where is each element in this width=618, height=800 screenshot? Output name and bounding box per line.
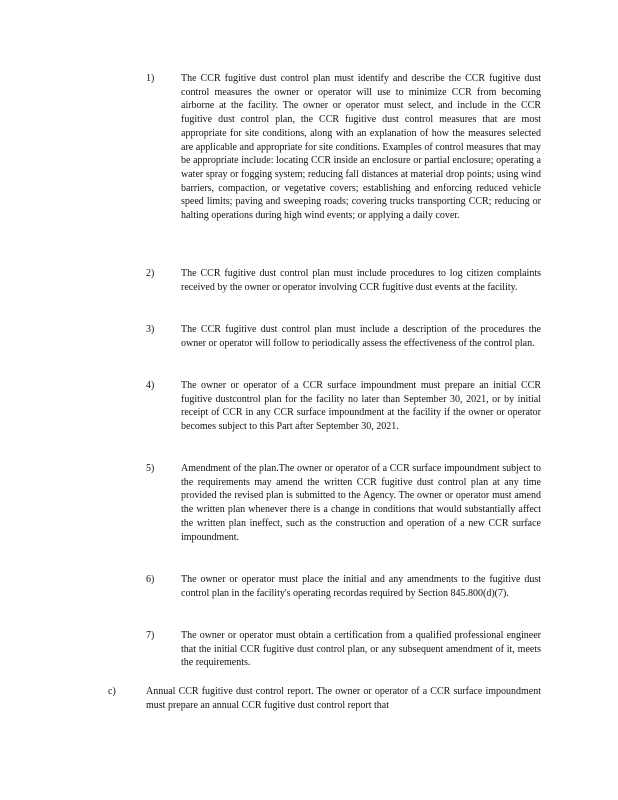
item-number: 7) [146, 630, 155, 641]
section-c-number: c) [108, 686, 116, 697]
item-text: The CCR fugitive dust control plan must include a description of the procedures the owner or operator will follow to periodically assess the effectiveness of the control plan. [181, 324, 541, 349]
item-number: 4) [146, 380, 155, 391]
item-number: 2) [146, 268, 155, 279]
item-text: The CCR fugitive dust control plan must identify and describe the CCR fugitive dust control measures the owner or operator will use to minimize CCR from becoming airborne at the facility. The owner or operator must select, and include in the CCR fugitive dust control plan, the CCR fugitive dust control measures that are most appropriate for site conditions, along with an explanation of how the measures selected are applicable and appropriate for site conditions. Examples of control measures that may be appropriate include: locating CCR inside an enclosure or partial enclosure; operating a water spray or fogging system; reducing fall distances at material drop points; using wind barriers, compaction, or vegetative covers; establishing and enforcing reduced vehicle speed limits; paving and sweeping roads; covering trucks transporting CCR; reducing or halting operations during high wind events; or applying a daily cover. [181, 73, 541, 222]
item-number: 5) [146, 463, 155, 474]
item-number: 6) [146, 574, 155, 585]
item-text: The owner or operator of a CCR surface impoundment must prepare an initial CCR fugitive dustcontrol plan for the facility no later than September 30, 2021, or by initial receipt of CCR in any CCR surface impoundment at the facility if the owner or operator becomes subject to this Part after September 30, 2021. [181, 380, 541, 433]
item-text: The owner or operator must place the initial and any amendments to the fugitive dust control plan in the facility's operating recordas required by Section 845.800(d)(7). [181, 574, 541, 599]
item-number: 1) [146, 73, 155, 84]
item-text: The CCR fugitive dust control plan must include procedures to log citizen complaints received by the owner or operator involving CCR fugitive dust events at the facility. [181, 268, 541, 293]
item-text: The owner or operator must obtain a certification from a qualified professional engineer that the initial CCR fugitive dust control plan, or any subsequent amendment of it, meets the requirements. [181, 630, 541, 669]
item-number: 3) [146, 324, 155, 335]
item-text: Amendment of the plan.The owner or operator of a CCR surface impoundment subject to the requirements may amend the written CCR fugitive dust control plan at any time provided the revised plan is submitted to the Agency. The owner or operator must amend the written plan whenever there is a change in conditions that would substantially affect the written plan ineffect, such as the construction and operation of a new CCR surface impoundment. [181, 463, 541, 543]
section-c-text: Annual CCR fugitive dust control report. The owner or operator of a CCR surface impoundment must prepare an annual CCR fugitive dust control report that [146, 686, 541, 711]
